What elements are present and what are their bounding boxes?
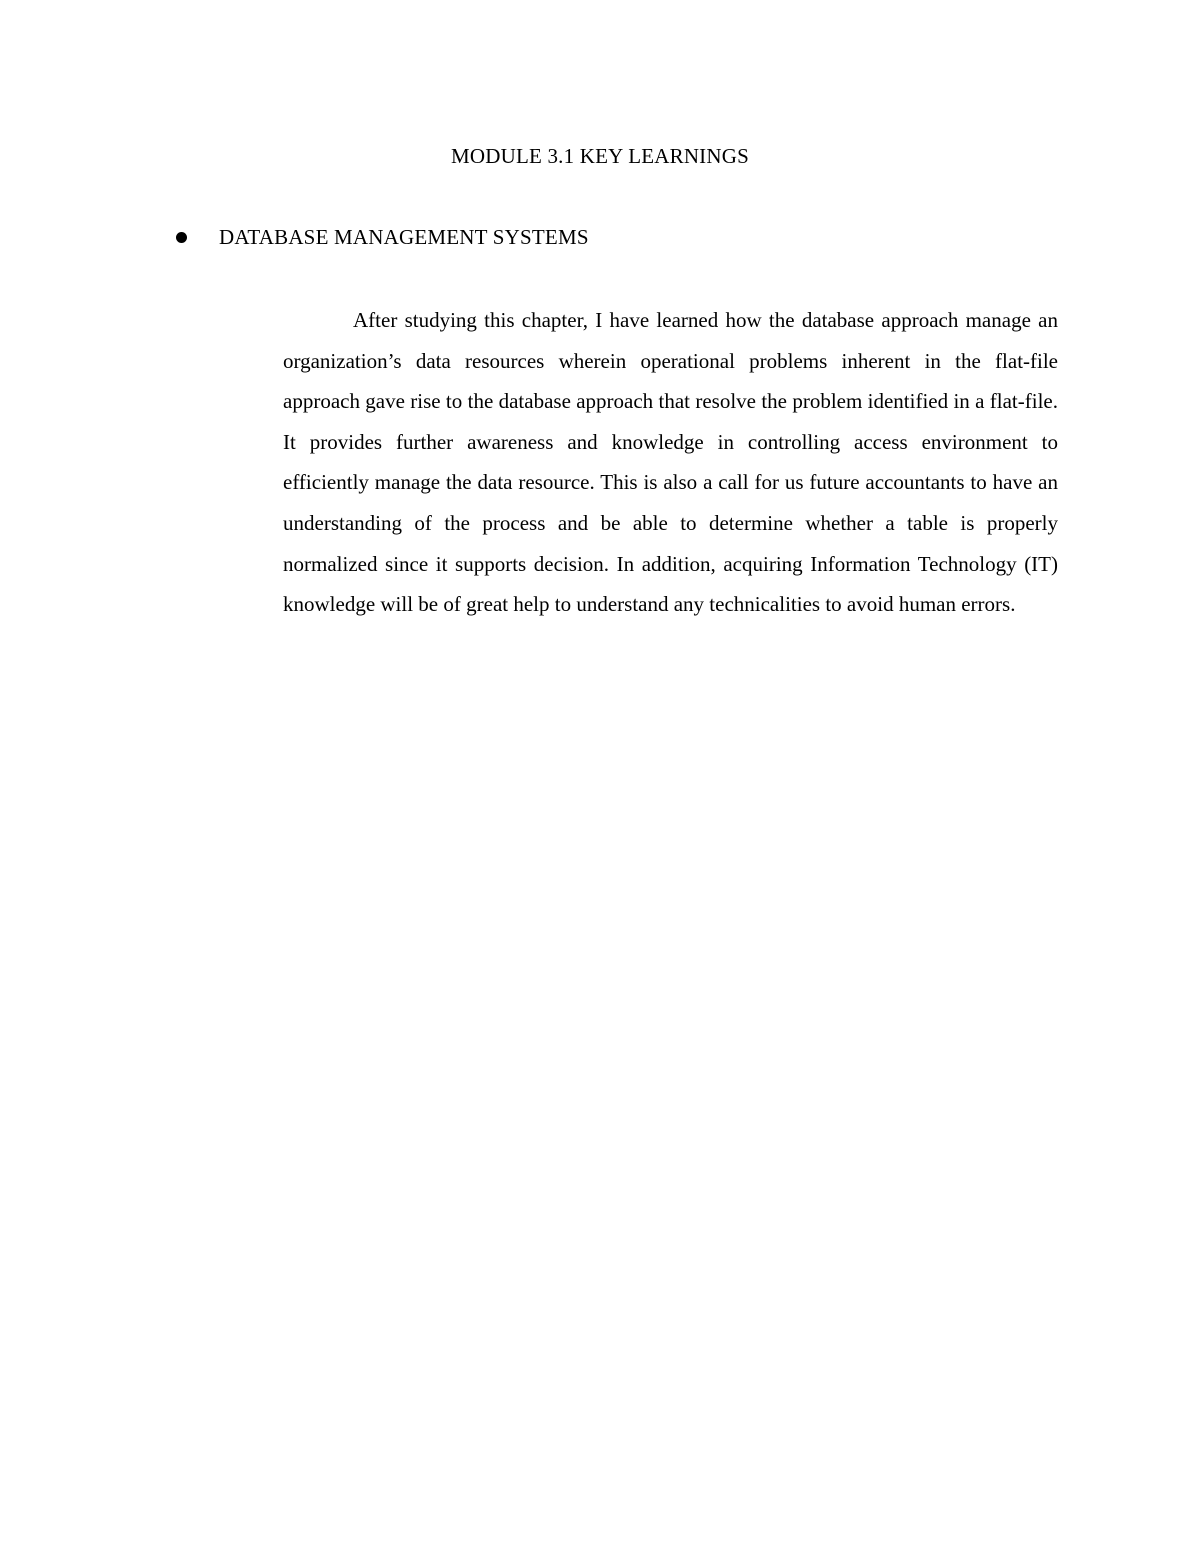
section-heading: DATABASE MANAGEMENT SYSTEMS	[219, 225, 589, 249]
section-bullet-item	[168, 223, 589, 251]
bullet-icon	[176, 232, 187, 243]
body-paragraph: After studying this chapter, I have learned how the database approach manage an organization’s data resources wherein operational problems inherent in the flat-file approach gave rise to the database approach that resolve the problem identified in a flat-file. It provides further awareness and knowledge in controlling access environment to efficiently manage the data resource. This is also a call for us future accountants to have an understanding of the process and be able to determine whether a table is properly normalized since it supports decision. In addition, acquiring Information Technology (IT) knowledge will be of great help to understand any technicalities to avoid human errors.	[283, 308, 1058, 617]
page-title: MODULE 3.1 KEY LEARNINGS	[450, 144, 749, 168]
